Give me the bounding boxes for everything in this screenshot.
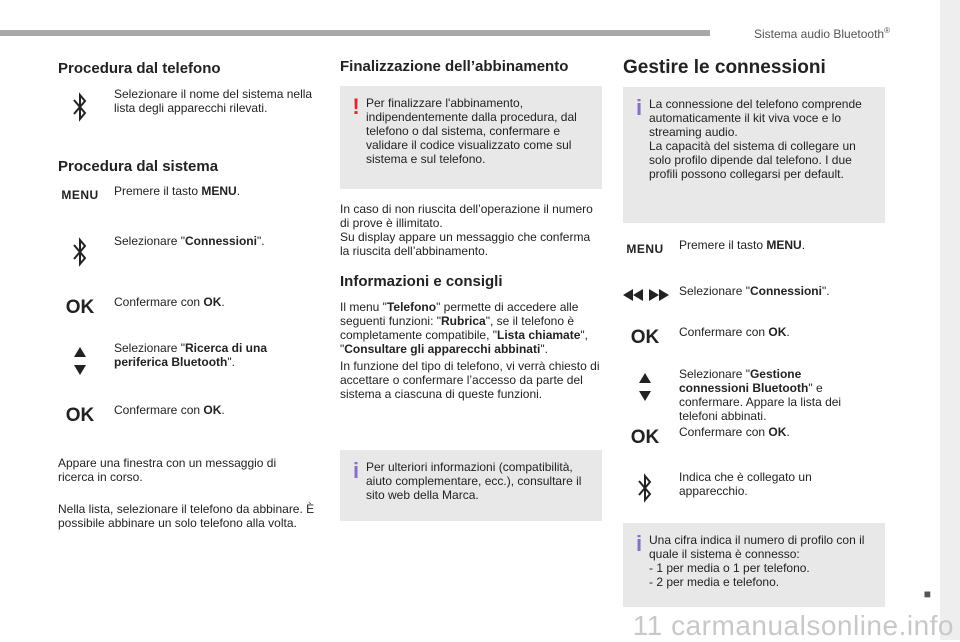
bluetooth-icon (58, 236, 102, 268)
phone-step-text: Selezionare il nome del sistema nella lista degli apparecchi rilevati. (114, 87, 313, 115)
warning-text: Per finalizzare l'abbinamento, indipendentemente dalla procedura, dal telefono o dal sistema, confermare e validare il codice visualizzato come sul sistema e sul telefono. (366, 96, 577, 166)
up-down-arrows-icon (58, 345, 102, 377)
warning-icon: ! (352, 94, 360, 119)
header-bar (0, 30, 710, 36)
heading-finalize: Finalizzazione dell’abbinamento (340, 58, 569, 75)
profile-note-item: - 2 per media e telefono. (649, 575, 780, 589)
info-icon: i (635, 531, 643, 556)
watermark: carmanualsonline.info (671, 610, 954, 641)
connection-info-note (623, 87, 885, 223)
info-note-text: Per ulteriori informazioni (compatibilità, aiuto complementare, ecc.), consultare il sito web della Marca. (366, 460, 582, 502)
page-number: 11 carmanualsonline.info (632, 610, 954, 641)
ok-icon: OK (65, 405, 95, 426)
bluetooth-icon (58, 91, 102, 123)
select-phone-text: Nella lista, selezionare il telefono da abbinare. È possibile abbinare un solo telefono alla volta. (58, 502, 315, 530)
heading-phone-procedure: Procedura dal telefono (58, 60, 221, 77)
menu-icon: MENU (626, 242, 664, 256)
retry-text: In caso di non riuscita dell’operazione il numero di prove è illimitato. Su display appare un messaggio che conferma la riuscita dell’abbinamento. (340, 202, 593, 258)
warning-note (340, 86, 602, 189)
bluetooth-icon (623, 472, 667, 504)
info-note (340, 450, 602, 521)
connected-text: Indica che è collegato un apparecchio. (679, 470, 812, 498)
info-icon: i (352, 458, 360, 483)
heading-system-procedure: Procedura dal sistema (58, 158, 219, 175)
side-marker: ■ (923, 587, 931, 601)
connection-info-line-1: La connessione del telefono comprende automaticamente il kit viva voce e lo streaming audio. (649, 97, 862, 139)
profile-note-intro: Una cifra indica il numero di profilo con il quale il sistema è connesso: (649, 533, 865, 561)
connection-info-line-2: La capacità del sistema di collegare un solo profilo dipende dal telefono. I due profili possono collegarsi per default. (649, 139, 856, 181)
ok-icon: OK (65, 297, 95, 318)
info-icon: i (635, 95, 643, 120)
seek-arrows-icon (623, 288, 667, 302)
access-text: In funzione del tipo di telefono, vi verrà chiesto di accettare o confermare l’accesso da parte del sistema a ciascuna di queste funzioni. (340, 359, 600, 401)
ok-icon: OK (630, 327, 660, 348)
phone-menu-text: Il menu "Telefono" permette di accedere alle seguenti funzioni: "Rubrica", se il telefono è completamente compatibile, "Lista chiamate", "Consultare gli apparecchi abbinati". (340, 300, 588, 356)
profile-note-item: - 1 per media o 1 per telefono. (649, 561, 810, 575)
ok-icon: OK (630, 427, 660, 448)
up-down-arrows-icon (623, 371, 667, 403)
section-title: Sistema audio Bluetooth® (754, 26, 890, 41)
search-message-text: Appare una finestra con un messaggio di ricerca in corso. (58, 456, 277, 484)
profile-note (623, 523, 885, 607)
menu-icon: MENU (61, 188, 99, 202)
heading-manage-connections: Gestire le connessioni (623, 57, 826, 78)
heading-info: Informazioni e consigli (340, 273, 503, 290)
side-strip (940, 0, 960, 640)
